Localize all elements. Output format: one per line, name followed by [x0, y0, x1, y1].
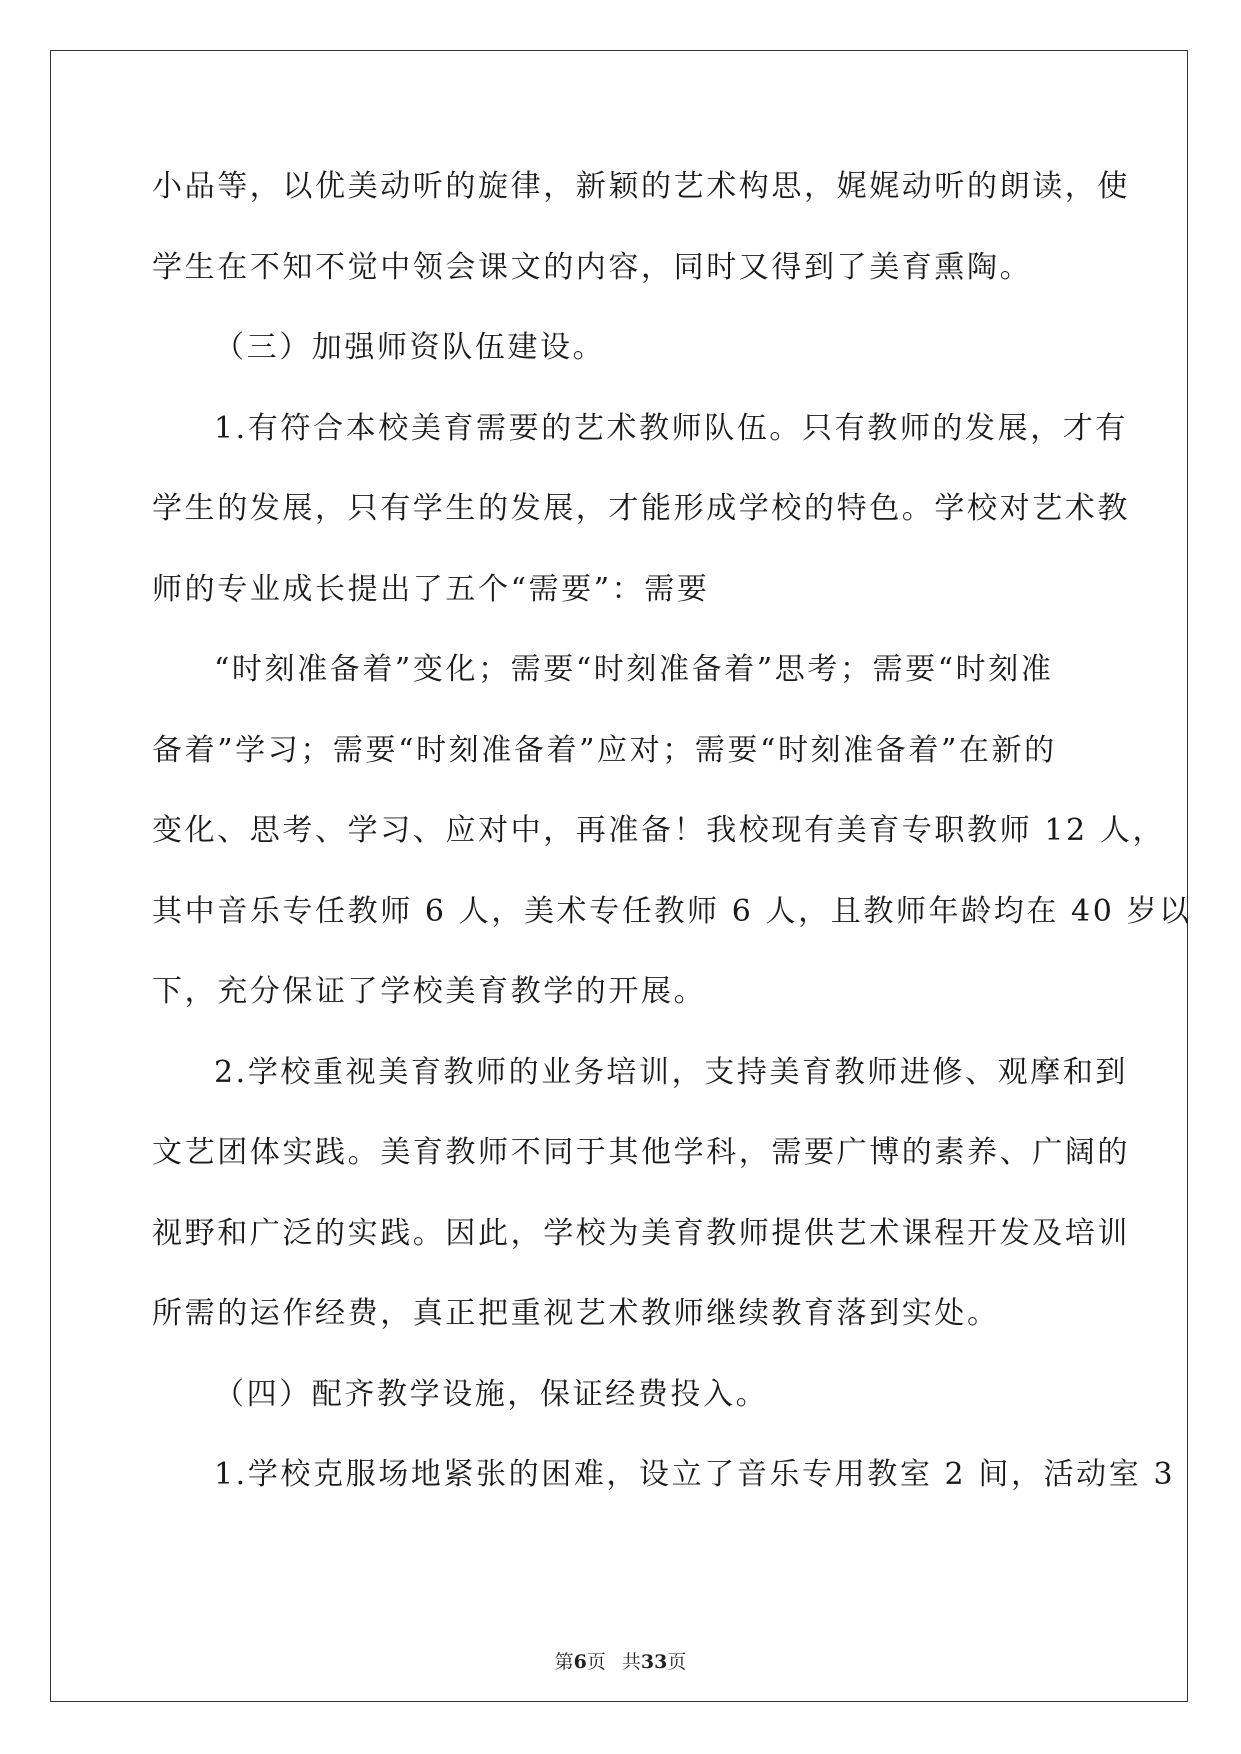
footer-total-suffix: 页 — [667, 1651, 687, 1673]
page-footer — [0, 1650, 1241, 1674]
footer-page-suffix: 页 — [586, 1651, 606, 1673]
text-line-17: 1.学校克服场地紧张的困难，设立了音乐专用教室 2 间，活动室 3 — [214, 1457, 1176, 1492]
footer-total-prefix: 共 — [621, 1651, 641, 1673]
text-line-9: 变化、思考、学习、应对中，再准备！我校现有美育专职教师 12 人， — [152, 813, 1166, 848]
text-line-2: 学生在不知不觉中领会课文的内容，同时又得到了美育熏陶。 — [152, 249, 1033, 285]
text-line-5: 学生的发展，只有学生的发展，才能形成学校的特色。学校对艺术教 — [152, 491, 1130, 526]
text-line-1: 小品等，以优美动听的旋律，新颖的艺术构思，娓娓动听的朗读，使 — [152, 169, 1130, 204]
section-heading-3: （三）加强师资队伍建设。 — [214, 330, 606, 365]
text-line-12: 2.学校重视美育教师的业务培训，支持美育教师进修、观摩和到 — [214, 1054, 1129, 1090]
section-heading-4: （四）配齐教学设施，保证经费投入。 — [214, 1376, 769, 1412]
text-line-13: 文艺团体实践。美育教师不同于其他学科，需要广博的素养、广阔的 — [152, 1135, 1130, 1170]
text-line-10: 其中音乐专任教师 6 人，美术专任教师 6 人，且教师年龄均在 40 岁以 — [152, 893, 1192, 929]
text-line-14: 视野和广泛的实践。因此，学校为美育教师提供艺术课程开发及培训 — [152, 1215, 1130, 1251]
current-page-number: 6 — [573, 1651, 587, 1673]
text-line-8: 备着”学习；需要“时刻准备着”应对；需要“时刻准备着”在新的 — [152, 732, 1057, 768]
text-line-15: 所需的运作经费，真正把重视艺术教师继续教育落到实处。 — [152, 1296, 1000, 1331]
text-line-4: 1.有符合本校美育需要的艺术教师队伍。只有教师的发展，才有 — [214, 410, 1129, 446]
text-line-6: 师的专业成长提出了五个“需要”：需要 — [152, 571, 710, 607]
document-body — [152, 160, 1192, 1529]
footer-prefix: 第 — [554, 1651, 574, 1673]
text-line-7: “时刻准备着”变化；需要“时刻准备着”思考；需要“时刻准 — [214, 652, 1054, 687]
total-page-count: 33 — [640, 1651, 668, 1673]
text-line-11: 下，充分保证了学校美育教学的开展。 — [152, 974, 707, 1009]
